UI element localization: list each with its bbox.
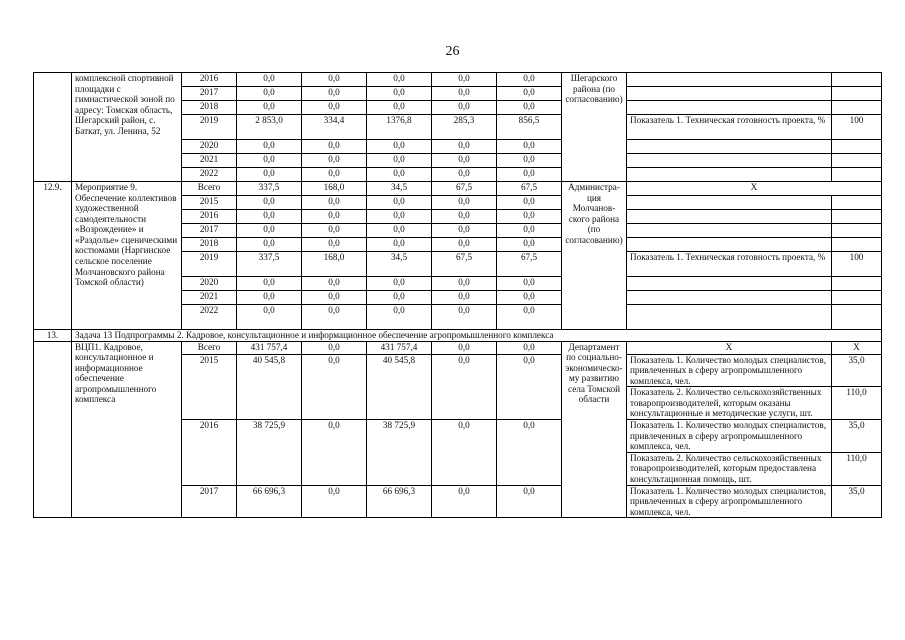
extra-cell: 0,0 (497, 140, 562, 154)
table-row (34, 341, 882, 354)
extra-cell: 0,0 (497, 168, 562, 182)
regional-cell: 0,0 (367, 168, 432, 182)
federal-cell: 0,0 (302, 140, 367, 154)
federal-cell: 0,0 (302, 277, 367, 291)
extra-cell: 67,5 (497, 252, 562, 277)
total-cell: 0,0 (237, 277, 302, 291)
local-cell: 0,0 (432, 341, 497, 354)
item-number: 12.9. (34, 182, 72, 330)
regional-cell: 0,0 (367, 101, 432, 115)
local-cell: 0,0 (432, 420, 497, 485)
total-cell: 337,5 (237, 252, 302, 277)
extra-cell: 0,0 (497, 305, 562, 330)
x-mark: Х (627, 182, 882, 196)
total-cell: 0,0 (237, 168, 302, 182)
total-cell: 2 853,0 (237, 115, 302, 140)
federal-cell: 168,0 (302, 182, 367, 196)
local-cell: 67,5 (432, 182, 497, 196)
regional-cell: 34,5 (367, 252, 432, 277)
total-cell: 0,0 (237, 140, 302, 154)
empty-cell (832, 277, 882, 291)
federal-cell: 0,0 (302, 354, 367, 419)
local-cell: 0,0 (432, 87, 497, 101)
year-cell: 2018 (182, 101, 237, 115)
local-cell: 0,0 (432, 73, 497, 87)
empty-cell (832, 168, 882, 182)
federal-cell: 0,0 (302, 420, 367, 485)
total-cell: 431 757,4 (237, 341, 302, 354)
federal-cell: 0,0 (302, 196, 367, 210)
total-cell: 40 545,8 (237, 354, 302, 419)
empty-cell (627, 154, 832, 168)
extra-cell: 0,0 (497, 354, 562, 419)
federal-cell: 0,0 (302, 485, 367, 518)
year-cell: 2017 (182, 224, 237, 238)
total-cell: 0,0 (237, 291, 302, 305)
local-cell: 0,0 (432, 210, 497, 224)
indicator-text: Показатель 2. Количество сельскохозяйственных товаропроизводителей, которым оказаны консультационные и методические услуги, шт. (627, 387, 832, 420)
year-cell: 2015 (182, 354, 237, 419)
item-name: ВЦП1. Кадровое, консультационное и информационное обеспечение агропромышленного комплекса (72, 341, 182, 518)
federal-cell: 0,0 (302, 210, 367, 224)
empty-cell (832, 154, 882, 168)
item-number (34, 73, 72, 182)
local-cell: 0,0 (432, 277, 497, 291)
empty-cell (627, 73, 832, 87)
federal-cell: 0,0 (302, 238, 367, 252)
extra-cell: 0,0 (497, 154, 562, 168)
regional-cell: 0,0 (367, 87, 432, 101)
item-number (34, 341, 72, 518)
extra-cell: 0,0 (497, 210, 562, 224)
empty-cell (627, 196, 832, 210)
x-mark: Х (832, 341, 882, 354)
year-cell: 2017 (182, 87, 237, 101)
item-name: комплексной спортивной площадки с гимнастической зоной по адресу: Томская область, Шегарский район, с. Баткат, ул. Ленина, 52 (72, 73, 182, 182)
extra-cell: 0,0 (497, 485, 562, 518)
local-cell: 0,0 (432, 354, 497, 419)
empty-cell (832, 140, 882, 154)
task-number: 13. (34, 330, 72, 342)
federal-cell: 0,0 (302, 224, 367, 238)
executor: Шегарского района (по согласованию) (562, 73, 627, 182)
empty-cell (627, 277, 832, 291)
indicator-value: 100 (832, 115, 882, 140)
indicator-text: Показатель 1. Техническая готовность проекта, % (627, 115, 832, 140)
indicator-text: Показатель 1. Количество молодых специалистов, привлеченных в сферу агропромышленного комплекса, чел. (627, 485, 832, 518)
federal-cell: 0,0 (302, 154, 367, 168)
year-cell: 2018 (182, 238, 237, 252)
regional-cell: 0,0 (367, 73, 432, 87)
executor: Департамент по социально-экономическо-му развитию села Томской области (562, 341, 627, 518)
empty-cell (627, 238, 832, 252)
local-cell: 0,0 (432, 168, 497, 182)
empty-cell (627, 87, 832, 101)
empty-cell (627, 210, 832, 224)
year-cell: 2020 (182, 277, 237, 291)
executor: Администра-ция Молчанов-ского района (по согласованию) (562, 182, 627, 330)
empty-cell (832, 210, 882, 224)
local-cell: 0,0 (432, 291, 497, 305)
extra-cell: 67,5 (497, 182, 562, 196)
total-cell: 0,0 (237, 224, 302, 238)
regional-cell: 431 757,4 (367, 341, 432, 354)
regional-cell: 0,0 (367, 224, 432, 238)
extra-cell: 0,0 (497, 420, 562, 485)
regional-cell: 34,5 (367, 182, 432, 196)
total-cell: 0,0 (237, 210, 302, 224)
x-mark: Х (627, 341, 832, 354)
page-number: 26 (445, 44, 460, 59)
federal-cell: 0,0 (302, 87, 367, 101)
federal-cell: 168,0 (302, 252, 367, 277)
empty-cell (627, 140, 832, 154)
extra-cell: 0,0 (497, 238, 562, 252)
empty-cell (832, 196, 882, 210)
empty-cell (832, 238, 882, 252)
empty-cell (832, 224, 882, 238)
empty-cell (832, 87, 882, 101)
total-cell: 0,0 (237, 196, 302, 210)
year-cell: Всего (182, 341, 237, 354)
year-cell: 2021 (182, 154, 237, 168)
total-cell: 0,0 (237, 238, 302, 252)
total-cell: 66 696,3 (237, 485, 302, 518)
local-cell: 0,0 (432, 485, 497, 518)
year-cell: 2017 (182, 485, 237, 518)
indicator-value: 35,0 (832, 354, 882, 387)
regional-cell: 38 725,9 (367, 420, 432, 485)
empty-cell (627, 224, 832, 238)
year-cell: 2015 (182, 196, 237, 210)
regional-cell: 1376,8 (367, 115, 432, 140)
empty-cell (627, 168, 832, 182)
regional-cell: 0,0 (367, 210, 432, 224)
empty-cell (627, 305, 832, 330)
year-cell: 2016 (182, 73, 237, 87)
federal-cell: 0,0 (302, 101, 367, 115)
extra-cell: 856,5 (497, 115, 562, 140)
indicator-value: 110,0 (832, 387, 882, 420)
regional-cell: 0,0 (367, 154, 432, 168)
table-row (34, 182, 882, 196)
local-cell: 0,0 (432, 238, 497, 252)
local-cell: 285,3 (432, 115, 497, 140)
empty-cell (627, 291, 832, 305)
local-cell: 0,0 (432, 196, 497, 210)
empty-cell (832, 101, 882, 115)
item-name: Мероприятие 9. Обеспечение коллективов художественной самодеятельности «Возрождение» и «Раздолье» сценическими костюмами (Наргинское сельское поселение Молчановского района Томской области) (72, 182, 182, 330)
empty-cell (832, 305, 882, 330)
total-cell: 0,0 (237, 87, 302, 101)
regional-cell: 0,0 (367, 277, 432, 291)
local-cell: 0,0 (432, 140, 497, 154)
federal-cell: 334,4 (302, 115, 367, 140)
federal-cell: 0,0 (302, 305, 367, 330)
total-cell: 0,0 (237, 101, 302, 115)
table-row (34, 330, 882, 342)
year-cell: 2019 (182, 115, 237, 140)
extra-cell: 0,0 (497, 196, 562, 210)
empty-cell (832, 291, 882, 305)
local-cell: 0,0 (432, 224, 497, 238)
year-cell: 2021 (182, 291, 237, 305)
regional-cell: 0,0 (367, 238, 432, 252)
task-title: Задача 13 Подпрограммы 2. Кадровое, консультационное и информационное обеспечение агропромышленного комплекса (72, 330, 882, 342)
year-cell: 2016 (182, 210, 237, 224)
extra-cell: 0,0 (497, 341, 562, 354)
extra-cell: 0,0 (497, 87, 562, 101)
indicator-value: 100 (832, 252, 882, 277)
federal-cell: 0,0 (302, 291, 367, 305)
extra-cell: 0,0 (497, 291, 562, 305)
regional-cell: 0,0 (367, 196, 432, 210)
federal-cell: 0,0 (302, 168, 367, 182)
table-row (34, 73, 882, 87)
year-cell: 2022 (182, 305, 237, 330)
indicator-text: Показатель 1. Количество молодых специалистов, привлеченных в сферу агропромышленного комплекса, чел. (627, 420, 832, 453)
total-cell: 0,0 (237, 305, 302, 330)
program-table (33, 72, 882, 518)
extra-cell: 0,0 (497, 101, 562, 115)
local-cell: 0,0 (432, 305, 497, 330)
regional-cell: 0,0 (367, 140, 432, 154)
indicator-text: Показатель 2. Количество сельскохозяйственных товаропроизводителей, которым предоставлена консультационная помощь, шт. (627, 452, 832, 485)
regional-cell: 66 696,3 (367, 485, 432, 518)
regional-cell: 0,0 (367, 305, 432, 330)
indicator-value: 110,0 (832, 452, 882, 485)
year-cell: 2022 (182, 168, 237, 182)
local-cell: 67,5 (432, 252, 497, 277)
year-cell: 2016 (182, 420, 237, 485)
total-cell: 0,0 (237, 154, 302, 168)
empty-cell (627, 101, 832, 115)
federal-cell: 0,0 (302, 341, 367, 354)
indicator-text: Показатель 1. Техническая готовность проекта, % (627, 252, 832, 277)
empty-cell (832, 73, 882, 87)
extra-cell: 0,0 (497, 224, 562, 238)
local-cell: 0,0 (432, 154, 497, 168)
total-cell: 0,0 (237, 73, 302, 87)
federal-cell: 0,0 (302, 73, 367, 87)
total-cell: 337,5 (237, 182, 302, 196)
extra-cell: 0,0 (497, 73, 562, 87)
year-cell: 2019 (182, 252, 237, 277)
year-cell: Всего (182, 182, 237, 196)
indicator-value: 35,0 (832, 420, 882, 453)
regional-cell: 40 545,8 (367, 354, 432, 419)
year-cell: 2020 (182, 140, 237, 154)
indicator-text: Показатель 1. Количество молодых специалистов, привлеченных в сферу агропромышленного комплекса, чел. (627, 354, 832, 387)
extra-cell: 0,0 (497, 277, 562, 291)
regional-cell: 0,0 (367, 291, 432, 305)
total-cell: 38 725,9 (237, 420, 302, 485)
local-cell: 0,0 (432, 101, 497, 115)
indicator-value: 35,0 (832, 485, 882, 518)
